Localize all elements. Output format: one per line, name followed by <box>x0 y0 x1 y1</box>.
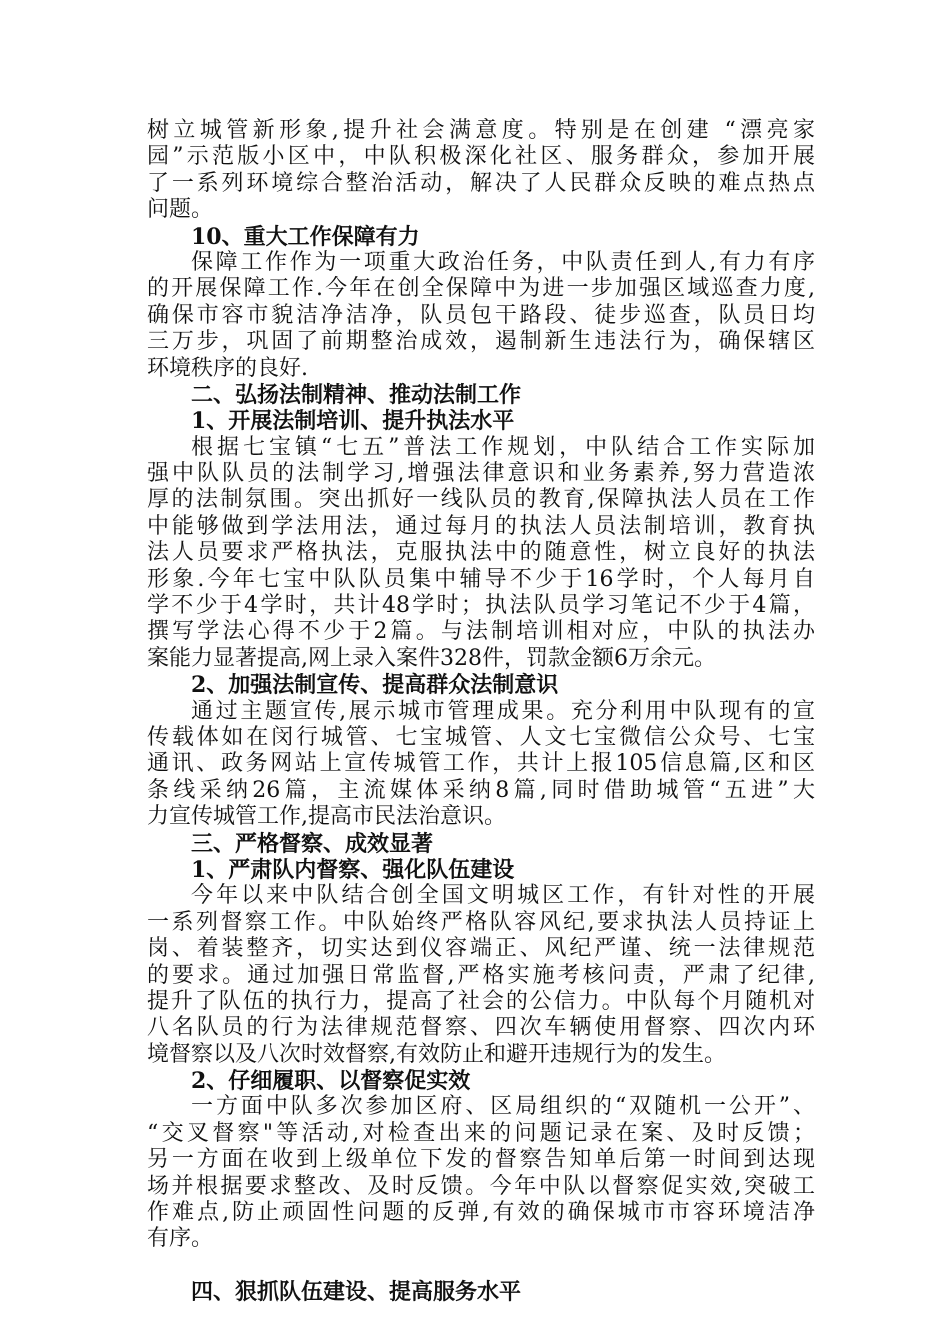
paragraph-line: 的开展保障工作.今年在创全保障中为进一步加强区域巡查力度, <box>147 276 815 302</box>
section-heading: 二、弘扬法制精神、推动法制工作 <box>191 381 522 408</box>
paragraph-line: 法人员要求严格执法，克服执法中的随意性，树立良好的执法 <box>147 540 815 566</box>
section-heading: 三、严格督察、成效显著 <box>191 830 434 857</box>
section-heading: 2、加强法制宣传、提高群众法制意识 <box>191 672 559 699</box>
paragraph-line: 树立城管新形象,提升社会满意度。特别是在创建 “漂亮家 <box>147 118 815 143</box>
paragraph-line: 另一方面在收到上级单位下发的督察告知单后第一时间到达现 <box>147 1147 815 1173</box>
paragraph-line: 通过主题宣传,展示城市管理成果。充分利用中队现有的宣 <box>191 698 815 724</box>
paragraph-line: 形象.今年七宝中队队员集中辅导不少于16学时，个人每月自 <box>147 566 815 592</box>
paragraph-line: 强中队队员的法制学习,增强法律意识和业务素养,努力营造浓 <box>147 461 815 487</box>
section-heading: 10、重大工作保障有力 <box>191 223 420 250</box>
section-heading: 1、严肃队内督察、强化队伍建设 <box>191 856 515 883</box>
paragraph-line: 园”示范版小区中，中队积极深化社区、服务群众，参加开展 <box>147 144 815 170</box>
paragraph-line: 境督察以及八次时效督察,有效防止和避开违规行为的发生。 <box>147 1041 726 1067</box>
paragraph-line: 问题。 <box>147 197 214 223</box>
paragraph-line: 保障工作作为一项重大政治任务，中队责任到人,有力有序 <box>191 249 815 275</box>
paragraph-line: 作难点,防止顽固性问题的反弹,有效的确保城市市容环境洁净 <box>147 1200 815 1226</box>
paragraph-line: 传载体如在闵行城管、七宝城管、人文七宝微信公众号、七宝 <box>147 724 815 750</box>
paragraph-line: 三万步，巩固了前期整治成效，遏制新生违法行为，确保辖区 <box>147 329 815 355</box>
paragraph-line: 岗、着装整齐，切实达到仪容端正、风纪严谨、统一法律规范 <box>147 936 815 962</box>
paragraph-line <box>147 1253 815 1279</box>
paragraph-line: 一方面中队多次参加区府、区局组织的“双随机一公开”、 <box>191 1094 815 1120</box>
paragraph-line: 中能够做到学法用法，通过每月的执法人员法制培训，教育执 <box>147 513 815 539</box>
paragraph-line: 有序。 <box>147 1226 214 1252</box>
paragraph-line: 的要求。通过加强日常监督,严格实施考核问责，严肃了纪律, <box>147 962 815 988</box>
document-body <box>147 118 815 1306</box>
paragraph-line: 学不少于4学时，共计48学时；执法队员学习笔记不少于4篇， <box>147 593 815 619</box>
paragraph-line: 条线采纳26篇，主流媒体采纳8篇,同时借助城管“五进”大 <box>147 777 815 803</box>
paragraph-line: 今年以来中队结合创全国文明城区工作，有针对性的开展 <box>191 883 815 909</box>
section-heading: 四、狠抓队伍建设、提高服务水平 <box>191 1279 522 1306</box>
paragraph-line: 场并根据要求整改、及时反馈。今年中队以督察促实效,突破工 <box>147 1173 815 1199</box>
paragraph-line: 提升了队伍的执行力，提高了社会的公信力。中队每个月随机对 <box>147 988 815 1014</box>
paragraph-line: 确保市容市貌洁净洁净，队员包干路段、徒步巡查，队员日均 <box>147 302 815 328</box>
paragraph-line: “交叉督察"等活动,对检查出来的问题记录在案、及时反馈； <box>147 1120 815 1146</box>
paragraph-line: 撰写学法心得不少于2篇。与法制培训相对应，中队的执法办 <box>147 619 815 645</box>
paragraph-line: 根据七宝镇“七五”普法工作规划，中队结合工作实际加 <box>191 434 815 460</box>
paragraph-line: 厚的法制氛围。突出抓好一线队员的教育,保障执法人员在工作 <box>147 487 815 513</box>
paragraph-line: 环境秩序的良好. <box>147 355 308 381</box>
section-heading: 2、仔细履职、以督察促实效 <box>191 1068 471 1095</box>
section-heading: 1、开展法制培训、提升执法水平 <box>191 408 515 435</box>
paragraph-line: 了一系列环境综合整治活动，解决了人民群众反映的难点热点 <box>147 170 815 196</box>
paragraph-line: 案能力显著提高,网上录入案件328件，罚款金额6万余元。 <box>147 645 716 671</box>
paragraph-line: 八名队员的行为法律规范督察、四次车辆使用督察、四次内环 <box>147 1015 815 1041</box>
paragraph-line: 一系列督察工作。中队始终严格队容风纪,要求执法人员持证上 <box>147 909 815 935</box>
paragraph-line: 通讯、政务网站上宣传城管工作，共计上报105信息篇,区和区 <box>147 751 815 777</box>
paragraph-line: 力宣传城管工作,提高市民法治意识。 <box>147 804 506 830</box>
